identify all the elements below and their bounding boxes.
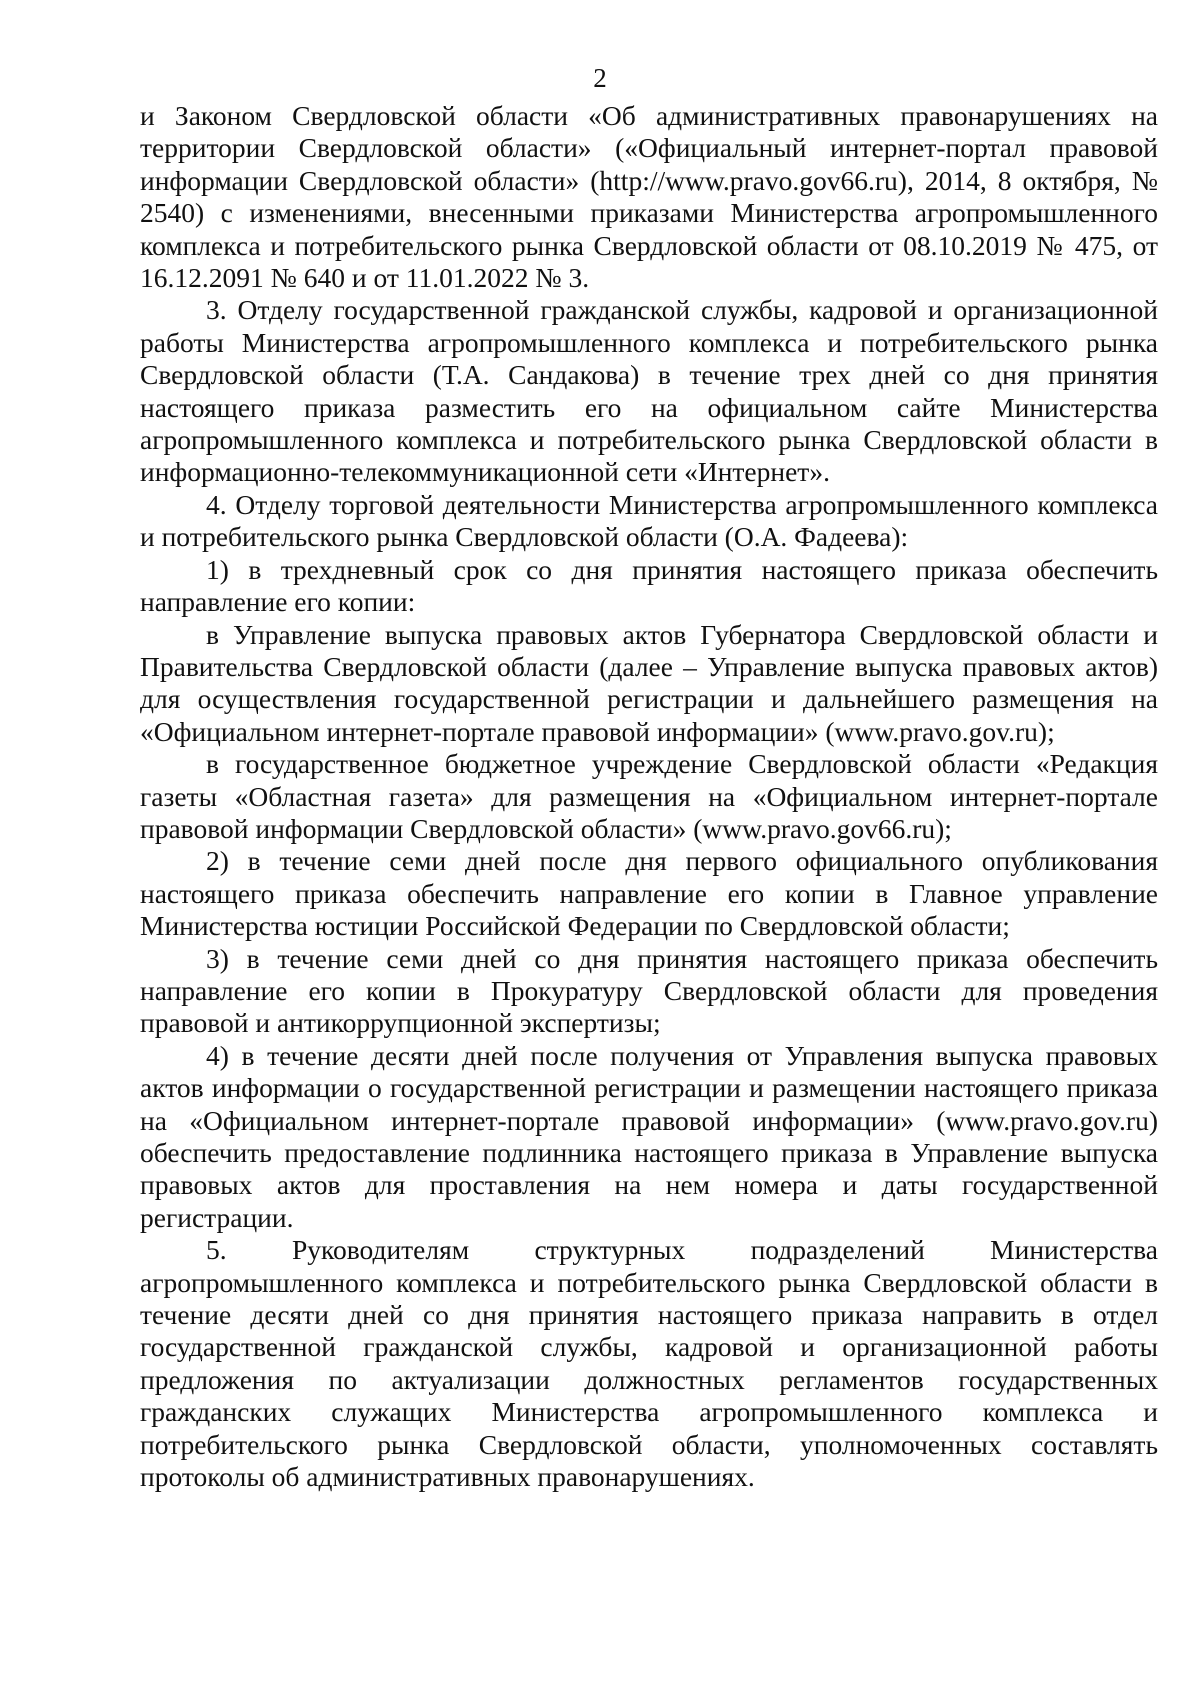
paragraph-item-3: 3. Отделу государственной гражданской службы, кадровой и организационной работы Министерства агропромышленного комплекса и потребительского рынка Свердловской области (Т.А. Сандакова) в течение трех дней со дня принятия настоящего приказа разместить его на официальном сайте Министерства агропромышленного комплекса и потребительского рынка Свердловской области в информационно-телекоммуникационной сети «Интернет». xyxy=(140,294,1158,488)
paragraph-item-4-2: 2) в течение семи дней после дня первого официального опубликования настоящего приказа обеспечить направление его копии в Главное управление Министерства юстиции Российской Федерации по Свердловской области; xyxy=(140,845,1158,942)
paragraph-item-4-3: 3) в течение семи дней со дня принятия настоящего приказа обеспечить направление его копии в Прокуратуру Свердловской области для проведения правовой и антикоррупционной экспертизы; xyxy=(140,942,1158,1039)
paragraph-item-4-4: 4) в течение десяти дней после получения от Управления выпуска правовых актов информации о государственной регистрации и размещении настоящего приказа на «Официальном интернет-портале правовой информации» (www.pravo.gov.ru) обеспечить предоставление подлинника настоящего приказа в Управление выпуска правовых актов для проставления на нем номера и даты государственной регистрации. xyxy=(140,1039,1158,1233)
paragraph-item-4-1-legal-acts: в Управление выпуска правовых актов Губернатора Свердловской области и Правительства Свердловской области (далее – Управление выпуска правовых актов) для осуществления государственной регистрации и дальнейшего размещения на «Официальном интернет-портале правовой информации» (www.pravo.gov.ru); xyxy=(140,618,1158,747)
paragraph-law-reference: и Законом Свердловской области «Об административных правонарушениях на территории Свердловской области» («Официальный интернет-портал правовой информации Свердловской области» (http://www.pravo.gov66.ru), 2014, 8 октября, № 2540) с изменениями, внесенными приказами Министерства агропромышленного комплекса и потребительского рынка Свердловской области от 08.10.2019 № 475, от 16.12.2091 № 640 и от 11.01.2022 № 3. xyxy=(140,100,1158,294)
paragraph-item-4: 4. Отделу торговой деятельности Министерства агропромышленного комплекса и потребительского рынка Свердловской области (О.А. Фадеева): xyxy=(140,488,1158,553)
paragraph-item-5: 5. Руководителям структурных подразделений Министерства агропромышленного комплекса и потребительского рынка Свердловской области в течение десяти дней со дня принятия настоящего приказа направить в отдел государственной гражданской службы, кадровой и организационной работы предложения по актуализации должностных регламентов государственных гражданских служащих Министерства агропромышленного комплекса и потребительского рынка Свердловской области, уполномоченных составлять протоколы об административных правонарушениях. xyxy=(140,1234,1158,1493)
paragraph-item-4-1-newspaper: в государственное бюджетное учреждение Свердловской области «Редакция газеты «Областная газета» для размещения на «Официальном интернет-портале правовой информации Свердловской области» (www.pravo.gov66.ru); xyxy=(140,748,1158,844)
page-number: 2 xyxy=(593,63,607,93)
document-body xyxy=(140,100,1158,1493)
paragraph-item-4-1: 1) в трехдневный срок со дня принятия настоящего приказа обеспечить направление его копии: xyxy=(140,553,1158,618)
